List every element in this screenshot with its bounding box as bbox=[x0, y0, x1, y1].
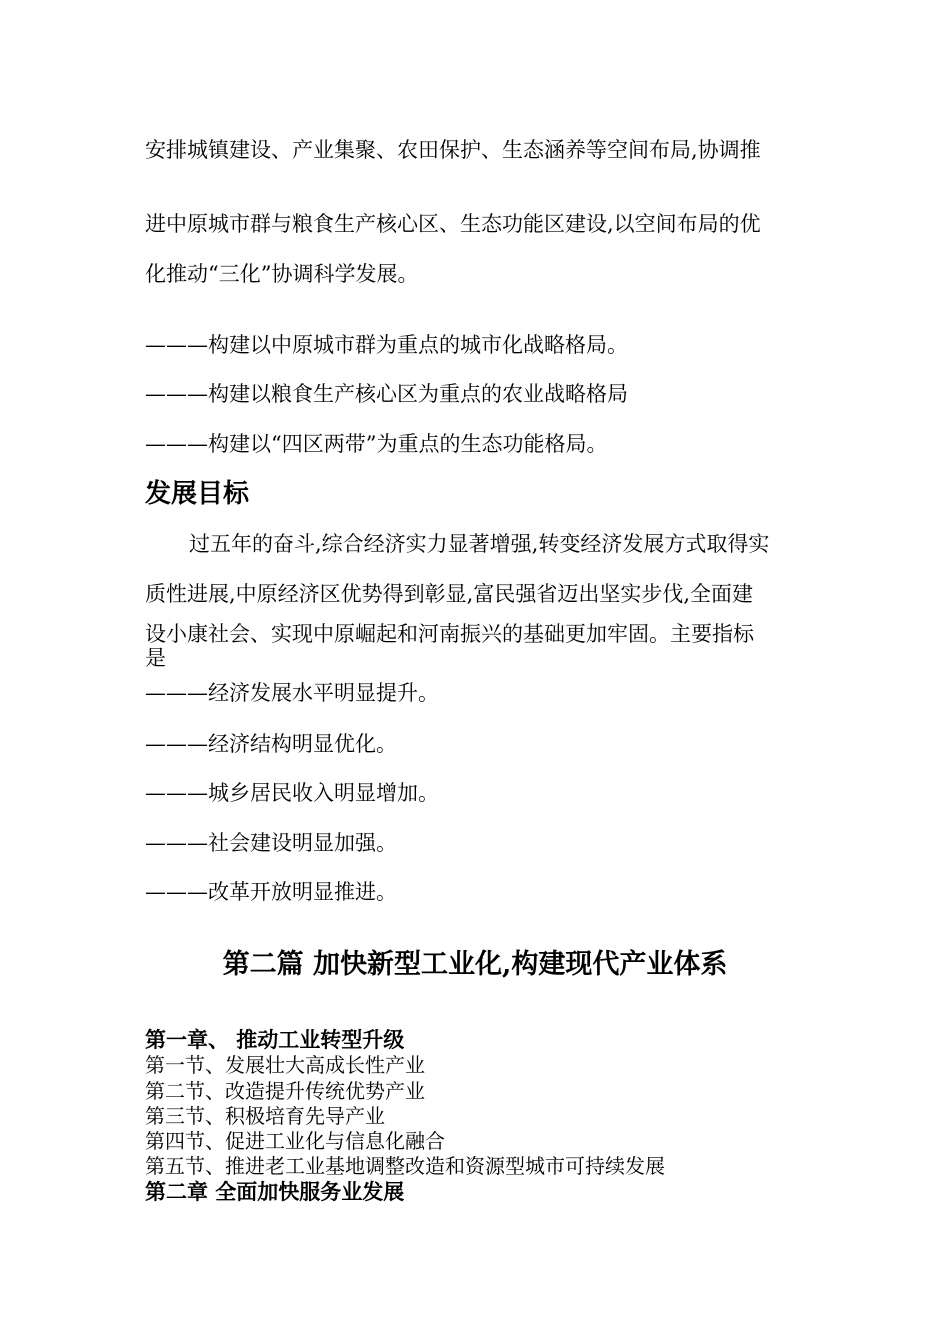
goals-paragraph-line-1: 过五年的奋斗,综合经济实力显著增强,转变经济发展方式取得实 bbox=[189, 532, 770, 556]
goal-item: ———经济发展水平明显提升。 bbox=[145, 681, 439, 705]
part-title: 第二篇 加快新型工业化,构建现代产业体系 bbox=[222, 949, 728, 980]
intro-paragraph-line-2: 进中原城市群与粮食生产核心区、生态功能区建设,以空间布局的优 bbox=[145, 212, 761, 236]
goals-paragraph-line-4: 是 bbox=[145, 646, 166, 670]
intro-paragraph-line-3: 化推动“三化”协调科学发展。 bbox=[145, 262, 419, 286]
layout-item: ———构建以“四区两带”为重点的生态功能格局。 bbox=[145, 432, 608, 456]
section-item: 第一节、发展壮大高成长性产业 bbox=[145, 1053, 425, 1077]
chapter-title: 第二章 全面加快服务业发展 bbox=[145, 1179, 405, 1204]
section-item: 第三节、积极培育先导产业 bbox=[145, 1104, 385, 1128]
goal-item: ———城乡居民收入明显增加。 bbox=[145, 781, 439, 805]
section-heading-goals: 发展目标 bbox=[145, 479, 250, 509]
layout-item: ———构建以粮食生产核心区为重点的农业战略格局 bbox=[145, 382, 628, 406]
goals-paragraph-line-3: 设小康社会、实现中原崛起和河南振兴的基础更加牢固。主要指标 bbox=[145, 622, 754, 646]
section-item: 第五节、推进老工业基地调整改造和资源型城市可持续发展 bbox=[145, 1154, 665, 1178]
chapter-title: 第一章、 推动工业转型升级 bbox=[145, 1027, 405, 1052]
layout-item: ———构建以中原城市群为重点的城市化战略格局。 bbox=[145, 333, 628, 357]
section-item: 第四节、促进工业化与信息化融合 bbox=[145, 1129, 445, 1153]
intro-paragraph-line-1: 安排城镇建设、产业集聚、农田保护、生态涵养等空间布局,协调推 bbox=[145, 138, 761, 162]
goal-item: ———经济结构明显优化。 bbox=[145, 732, 397, 756]
goal-item: ———社会建设明显加强。 bbox=[145, 831, 397, 855]
goal-item: ———改革开放明显推进。 bbox=[145, 880, 397, 904]
goals-paragraph-line-2: 质性进展,中原经济区优势得到彰显,富民强省迈出坚实步伐,全面建 bbox=[145, 582, 754, 606]
section-item: 第二节、改造提升传统优势产业 bbox=[145, 1079, 425, 1103]
